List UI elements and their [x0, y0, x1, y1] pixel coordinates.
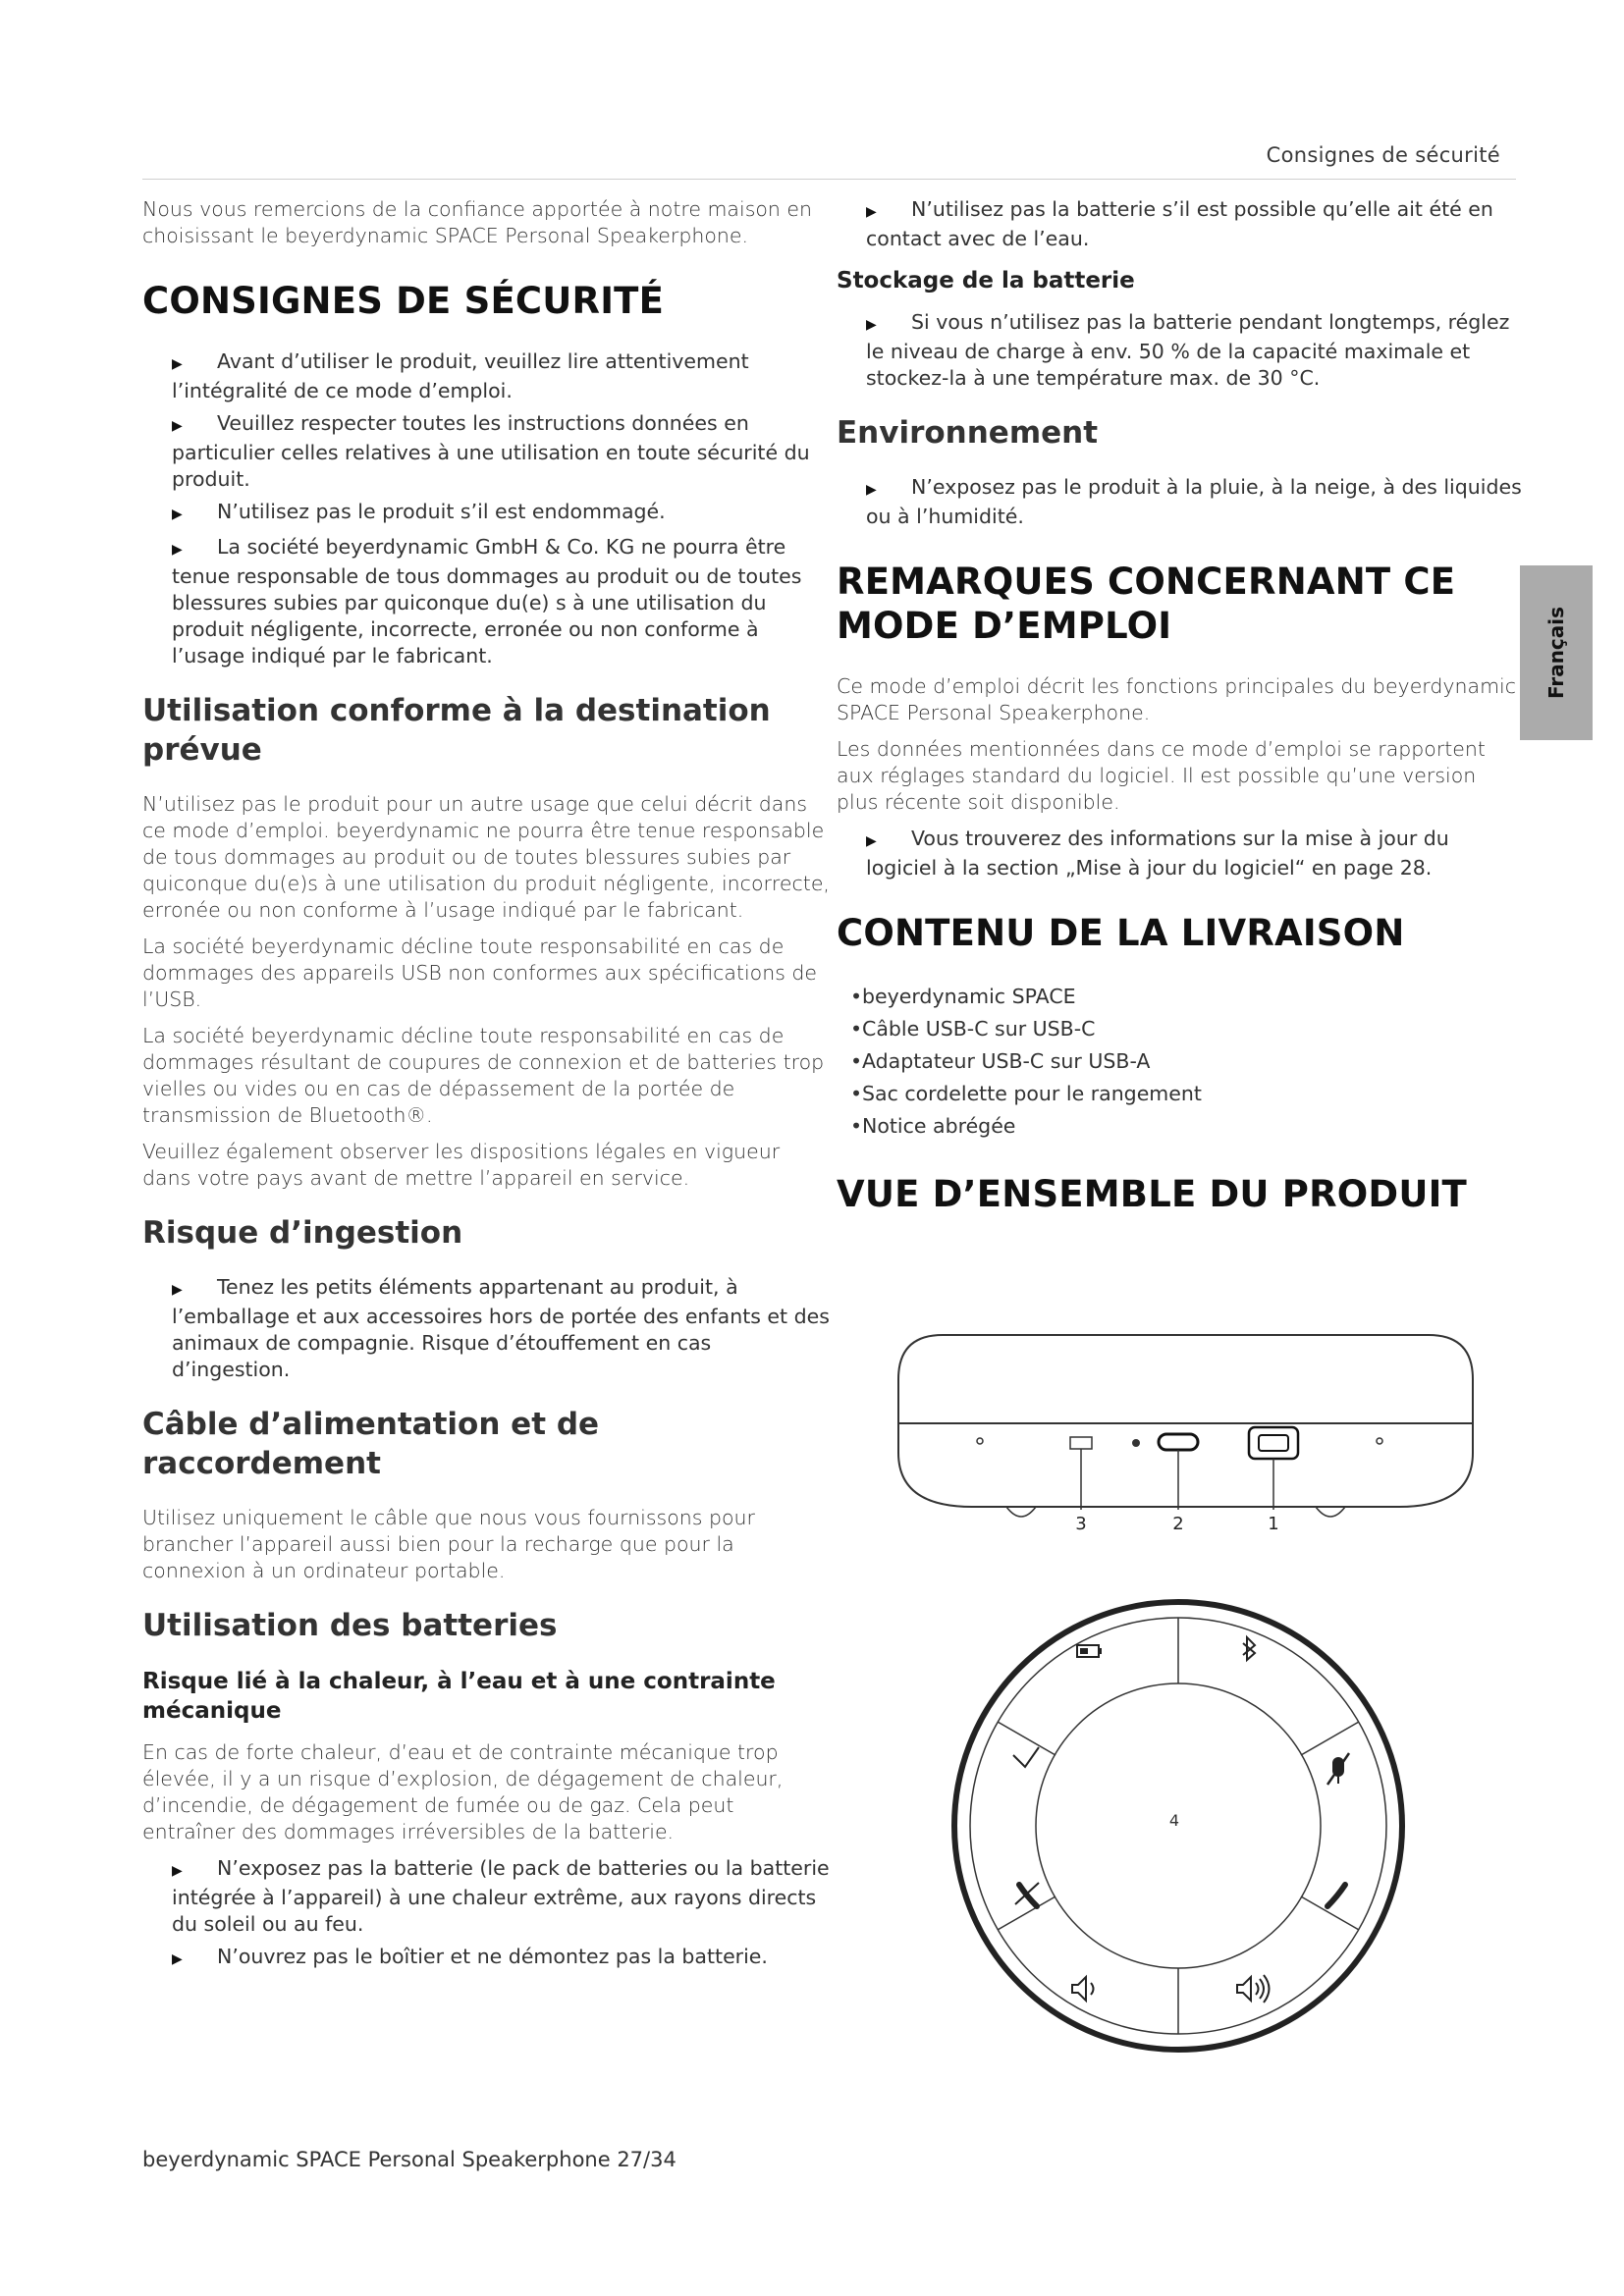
right-column: [837, 196, 1524, 1242]
left-column: [142, 196, 830, 1979]
product-side-view-diagram: [884, 1325, 1492, 1561]
call-reject-icon: [1015, 1883, 1039, 1906]
arrow-bullet-icon: ▶: [172, 542, 183, 558]
language-tab-label: Français: [1544, 606, 1568, 700]
callout-label-3: 3: [1075, 1514, 1087, 1534]
arrow-bullet-icon: ▶: [866, 204, 877, 220]
heading-ingestion: Risque d’ingestion: [142, 1215, 463, 1251]
arrow-bullet-icon: ▶: [172, 1282, 183, 1298]
callout-label-2: 2: [1172, 1514, 1184, 1534]
heading-heat-risk: Risque lié à la chaleur, à l’eau et à une contrainte mécanique: [142, 1669, 776, 1724]
usage-paragraph: N’utilisez pas le produit pour un autre usage que celui décrit dans ce mode d’emploi. beyerdynamic ne pourra être tenue responsable de tous dommages au produit ou de toutes blessures subies par quiconque du(e)s à une utilisation du produit négligente, incorrecte, erronée ou non conforme à l’usage indiqué par le fabricant.: [142, 792, 830, 922]
teams-icon: [1013, 1747, 1039, 1767]
callout-label-4: 4: [1168, 1811, 1180, 1830]
water-bullet: ▶ N’utilisez pas la batterie s’il est possible qu’elle ait été en contact avec de l’eau.: [866, 197, 1493, 250]
heading-environment: Environnement: [837, 415, 1099, 451]
heading-batteries: Utilisation des batteries: [142, 1608, 558, 1643]
callout-label-1: 1: [1268, 1514, 1279, 1534]
heading-manual-notes: REMARQUES CONCERNANT CE MODE D’EMPLOI: [837, 561, 1456, 647]
safety-bullet: ▶ Veuillez respecter toutes les instructions données en particulier celles relatives à une utilisation en toute sécurité du produit.: [172, 411, 810, 491]
contents-list: [837, 981, 1524, 1143]
intro-paragraph: Nous vous remercions de la confiance apportée à notre maison en choisissant le beyerdynamic SPACE Personal Speakerphone.: [142, 197, 813, 247]
arrow-bullet-icon: ▶: [172, 1951, 183, 1967]
cable-paragraph: Utilisez uniquement le câble que nous vous fournissons pour brancher l’appareil aussi bien pour la recharge que pour la connexion à un ordinateur portable.: [142, 1506, 755, 1582]
usage-paragraph: Veuillez également observer les dispositions légales en vigueur dans votre pays avant de mettre l’appareil en service.: [142, 1140, 781, 1190]
list-item: •Adaptateur USB-C sur USB-A: [850, 1049, 1151, 1073]
notes-bullet: ▶ Vous trouverez des informations sur la mise à jour du logiciel à la section „Mise à jour du logiciel“ en page 28.: [866, 827, 1449, 880]
heat-bullet: ▶ N’ouvrez pas le boîtier et ne démontez pas la batterie.: [172, 1944, 830, 1973]
usage-paragraph: La société beyerdynamic décline toute responsabilité en cas de dommages des appareils USB non conformes aux spécifications de l’USB.: [142, 934, 818, 1011]
notes-paragraph: Les données mentionnées dans ce mode d’emploi se rapportent aux réglages standard du logiciel. Il est possible qu’une version plus récente soit disponible.: [837, 737, 1486, 814]
heat-bullet: ▶ N’exposez pas la batterie (le pack de batteries ou la batterie intégrée à l’appareil) à une chaleur extrême, aux rayons directs du soleil ou au feu.: [172, 1856, 830, 1936]
product-top-view-diagram: [943, 1590, 1414, 2061]
page-header-title: Consignes de sécurité: [1266, 143, 1500, 167]
environment-bullet: ▶ N’exposez pas le produit à la pluie, à la neige, à des liquides ou à l’humidité.: [866, 475, 1522, 528]
safety-bullet: ▶ N’utilisez pas le produit s’il est endommagé.: [172, 499, 830, 528]
heading-product-overview: VUE D’ENSEMBLE DU PRODUIT: [837, 1173, 1467, 1215]
heading-cable: Câble d’alimentation et de raccordement: [142, 1407, 600, 1481]
storage-bullet: ▶ Si vous n’utilisez pas la batterie pendant longtemps, réglez le niveau de charge à env. 50 % de la capacité maximale et stockez-la à une température max. de 30 °C.: [866, 310, 1510, 390]
bluetooth-icon: [1243, 1637, 1255, 1660]
heading-package-contents: CONTENU DE LA LIVRAISON: [837, 912, 1405, 954]
arrow-bullet-icon: ▶: [172, 418, 183, 434]
arrow-bullet-icon: ▶: [172, 1863, 183, 1879]
arrow-bullet-icon: ▶: [172, 356, 183, 372]
list-item: •Câble USB-C sur USB-C: [850, 1017, 1096, 1041]
safety-bullet: ▶ La société beyerdynamic GmbH & Co. KG ne pourra être tenue responsable de tous dommages au produit ou de toutes blessures subies par quiconque du(e) s à une utilisation du produit négligente, incorrecte, erronée ou non conforme à l’usage indiqué par le fabricant.: [172, 535, 802, 667]
arrow-bullet-icon: ▶: [866, 317, 877, 333]
safety-bullet: ▶ Avant d’utiliser le produit, veuillez lire attentivement l’intégralité de ce mode d’emploi.: [172, 349, 749, 402]
battery-icon: [1077, 1645, 1102, 1657]
ingestion-bullet: ▶ Tenez les petits éléments appartenant au produit, à l’emballage et aux accessoires hors de portée des enfants et des animaux de compagnie. Risque d’étouffement en cas d’ingestion.: [172, 1275, 830, 1381]
call-accept-icon: [1327, 1885, 1345, 1906]
arrow-bullet-icon: ▶: [866, 833, 877, 849]
usb-c-port-icon: [1159, 1434, 1198, 1450]
language-tab: [1520, 565, 1593, 740]
arrow-bullet-icon: ▶: [866, 482, 877, 498]
list-item: •Notice abrégée: [850, 1114, 1016, 1138]
mute-mic-icon: [1327, 1753, 1349, 1785]
heading-storage: Stockage de la batterie: [837, 268, 1135, 294]
switch-port-icon: [1070, 1437, 1092, 1449]
volume-down-icon: [1072, 1977, 1094, 2001]
page-footer: beyerdynamic SPACE Personal Speakerphone 27/34: [142, 2148, 677, 2171]
notes-paragraph: Ce mode d’emploi décrit les fonctions principales du beyerdynamic SPACE Personal Speakerphone.: [837, 674, 1517, 724]
usage-paragraph: La société beyerdynamic décline toute responsabilité en cas de dommages résultant de coupures de connexion et de batteries trop vielles ou vides ou en cas de dépassement de la portée de transmission de Bluetooth®.: [142, 1024, 825, 1127]
header-divider: [142, 179, 1516, 180]
heat-paragraph: En cas de forte chaleur, d’eau et de contrainte mécanique trop élevée, il y a un risque d’explosion, de dégagement de chaleur, d’incendie, de dégagement de fumée ou de gaz. Cela peut entraîner des dommages irréversibles de la batterie.: [142, 1740, 784, 1843]
arrow-bullet-icon: ▶: [172, 507, 183, 522]
heading-safety: CONSIGNES DE SÉCURITÉ: [142, 280, 665, 322]
list-item: •beyerdynamic SPACE: [850, 985, 1076, 1008]
kensington-slot-icon: [1249, 1427, 1298, 1459]
heading-intended-use: Utilisation conforme à la destination prévue: [142, 693, 771, 768]
volume-up-icon: [1237, 1975, 1270, 2002]
list-item: •Sac cordelette pour le rangement: [850, 1082, 1202, 1105]
